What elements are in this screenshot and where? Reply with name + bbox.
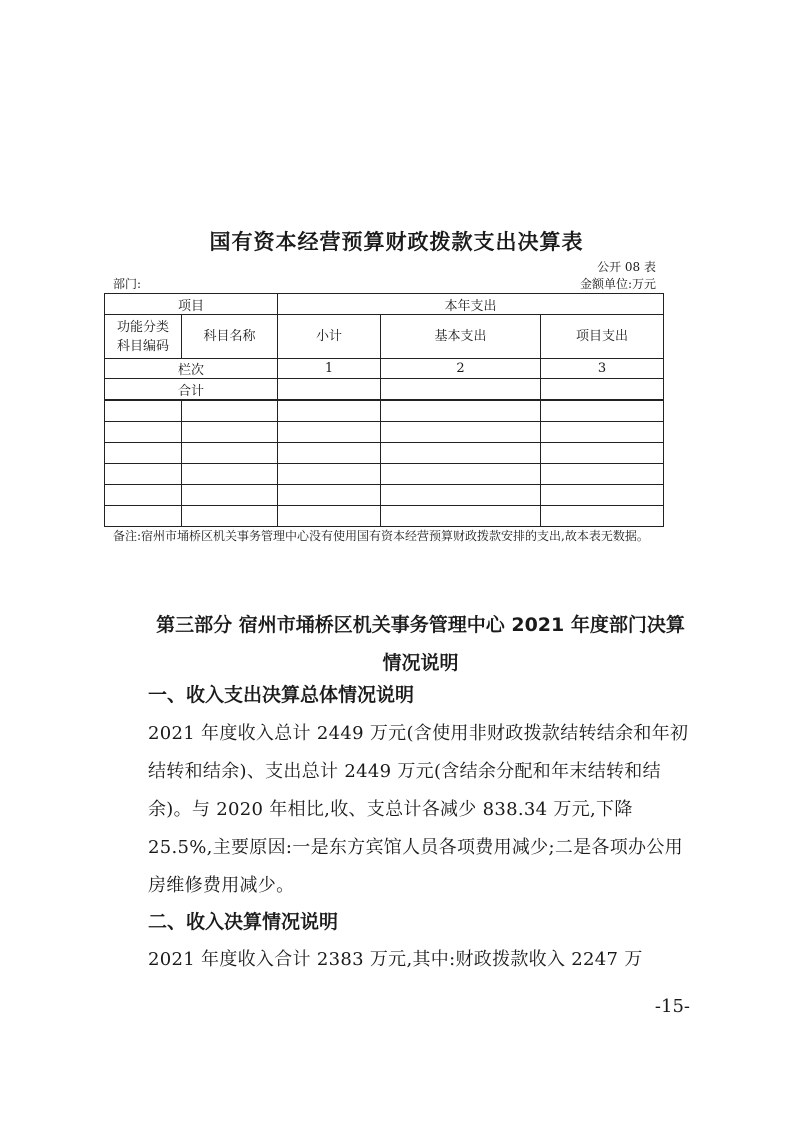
index-col-1: 1	[278, 359, 381, 379]
table-row	[105, 443, 664, 464]
department-label: 部门:	[113, 277, 142, 291]
header-current-year-expense: 本年支出	[278, 294, 664, 315]
table-row	[105, 422, 664, 443]
unit-label: 金额单位:万元	[579, 277, 656, 291]
part-title: 第三部分 宿州市埇桥区机关事务管理中心 2021 年度部门决算情况说明	[156, 614, 685, 674]
total-basic-cell	[381, 379, 541, 401]
header-project-expense: 项目支出	[541, 315, 664, 359]
total-project-cell	[541, 379, 664, 401]
table-row	[105, 506, 664, 527]
table-number: 公开 08 表	[597, 260, 656, 274]
header-func-code: 功能分类科目编码	[105, 315, 182, 359]
total-row-label: 合计	[105, 379, 278, 401]
table-note: 备注:宿州市埇桥区机关事务管理中心没有使用国有资本经营预算财政拨款安排的支出,故本表无数据。	[113, 529, 649, 543]
section-2-heading: 二、收入决算情况说明	[148, 911, 339, 933]
index-row-label: 栏次	[105, 359, 278, 379]
budget-table	[104, 293, 664, 527]
table-row	[105, 400, 664, 422]
section-2-body: 2021 年度收入合计 2383 万元,其中:财政拨款收入 2247 万	[148, 949, 643, 970]
index-col-2: 2	[381, 359, 541, 379]
section-1-body: 2021 年度收入总计 2449 万元(含使用非财政拨款结转结余和年初结转和结余)、支出总计 2449 万元(含结余分配和年末结转和结余)。与 2020 年相比,收、支总计各减少 838.34 万元,下降 25.5%,主要原因:一是东方宾馆人员各项费用减少;二是各项办公用房维修费用减少。	[148, 723, 689, 896]
table-title: 国有资本经营预算财政拨款支出决算表	[209, 230, 584, 254]
header-basic-expense: 基本支出	[381, 315, 541, 359]
table-row	[105, 485, 664, 506]
header-project: 项目	[105, 294, 278, 315]
header-subject-name: 科目名称	[182, 315, 278, 359]
index-col-3: 3	[541, 359, 664, 379]
header-subtotal: 小计	[278, 315, 381, 359]
table-row	[105, 464, 664, 485]
total-subtotal-cell	[278, 379, 381, 401]
section-1-heading: 一、收入支出决算总体情况说明	[148, 684, 415, 706]
page-number: -15-	[654, 996, 690, 1017]
